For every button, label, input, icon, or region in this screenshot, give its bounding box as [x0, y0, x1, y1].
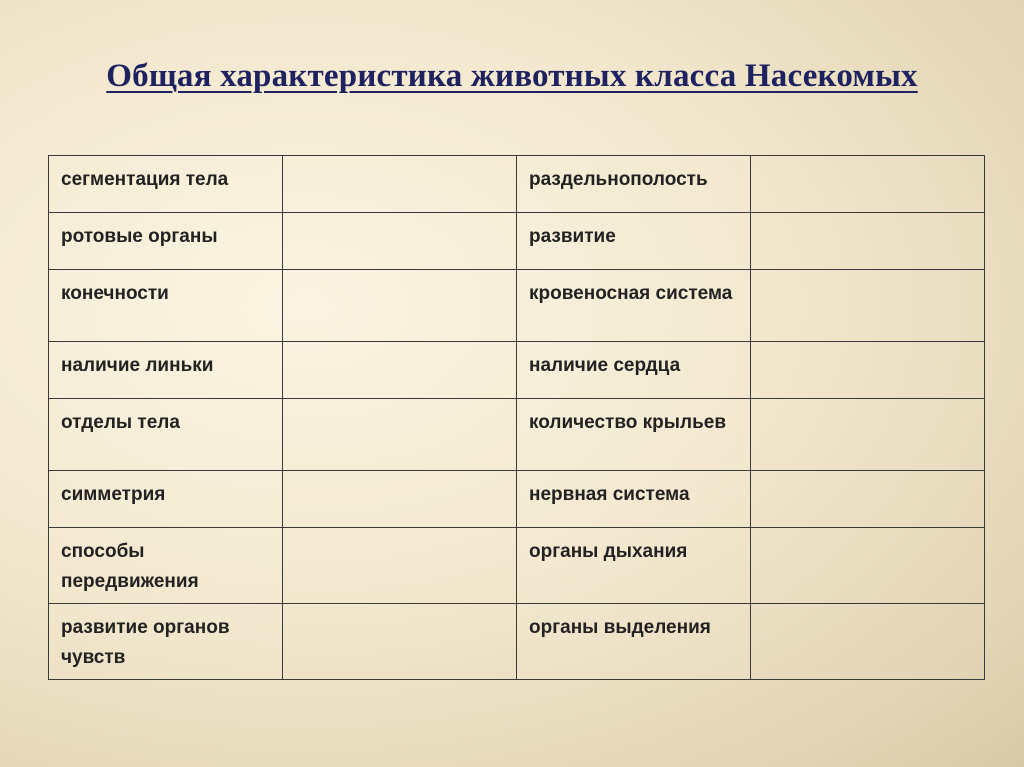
trait-label: способы передвижения — [49, 528, 283, 604]
trait-label: конечности — [49, 270, 283, 342]
answer-cell — [283, 342, 517, 399]
trait-label: сегментация тела — [49, 156, 283, 213]
trait-label: ротовые органы — [49, 213, 283, 270]
slide-title: Общая характеристика животных класса Насекомых — [106, 58, 918, 94]
answer-cell — [751, 342, 985, 399]
answer-cell — [751, 604, 985, 680]
answer-cell — [751, 213, 985, 270]
answer-cell — [283, 156, 517, 213]
answer-cell — [751, 471, 985, 528]
table-row — [49, 156, 985, 213]
trait-label: раздельнополость — [517, 156, 751, 213]
table-row — [49, 471, 985, 528]
table-row — [49, 270, 985, 342]
answer-cell — [283, 604, 517, 680]
table-row — [49, 604, 985, 680]
answer-cell — [751, 399, 985, 471]
characteristics-table — [48, 155, 985, 680]
answer-cell — [283, 471, 517, 528]
trait-label: органы дыхания — [517, 528, 751, 604]
answer-cell — [751, 156, 985, 213]
trait-label: кровеносная система — [517, 270, 751, 342]
trait-label: наличие сердца — [517, 342, 751, 399]
trait-label: наличие линьки — [49, 342, 283, 399]
table-row — [49, 342, 985, 399]
trait-label: развитие органов чувств — [49, 604, 283, 680]
answer-cell — [283, 213, 517, 270]
table-row — [49, 213, 985, 270]
table-row — [49, 528, 985, 604]
answer-cell — [283, 270, 517, 342]
trait-label: нервная система — [517, 471, 751, 528]
answer-cell — [751, 528, 985, 604]
trait-label: отделы тела — [49, 399, 283, 471]
answer-cell — [751, 270, 985, 342]
trait-label: органы выделения — [517, 604, 751, 680]
answer-cell — [283, 399, 517, 471]
trait-label: симметрия — [49, 471, 283, 528]
trait-label: количество крыльев — [517, 399, 751, 471]
table-row — [49, 399, 985, 471]
answer-cell — [283, 528, 517, 604]
trait-label: развитие — [517, 213, 751, 270]
